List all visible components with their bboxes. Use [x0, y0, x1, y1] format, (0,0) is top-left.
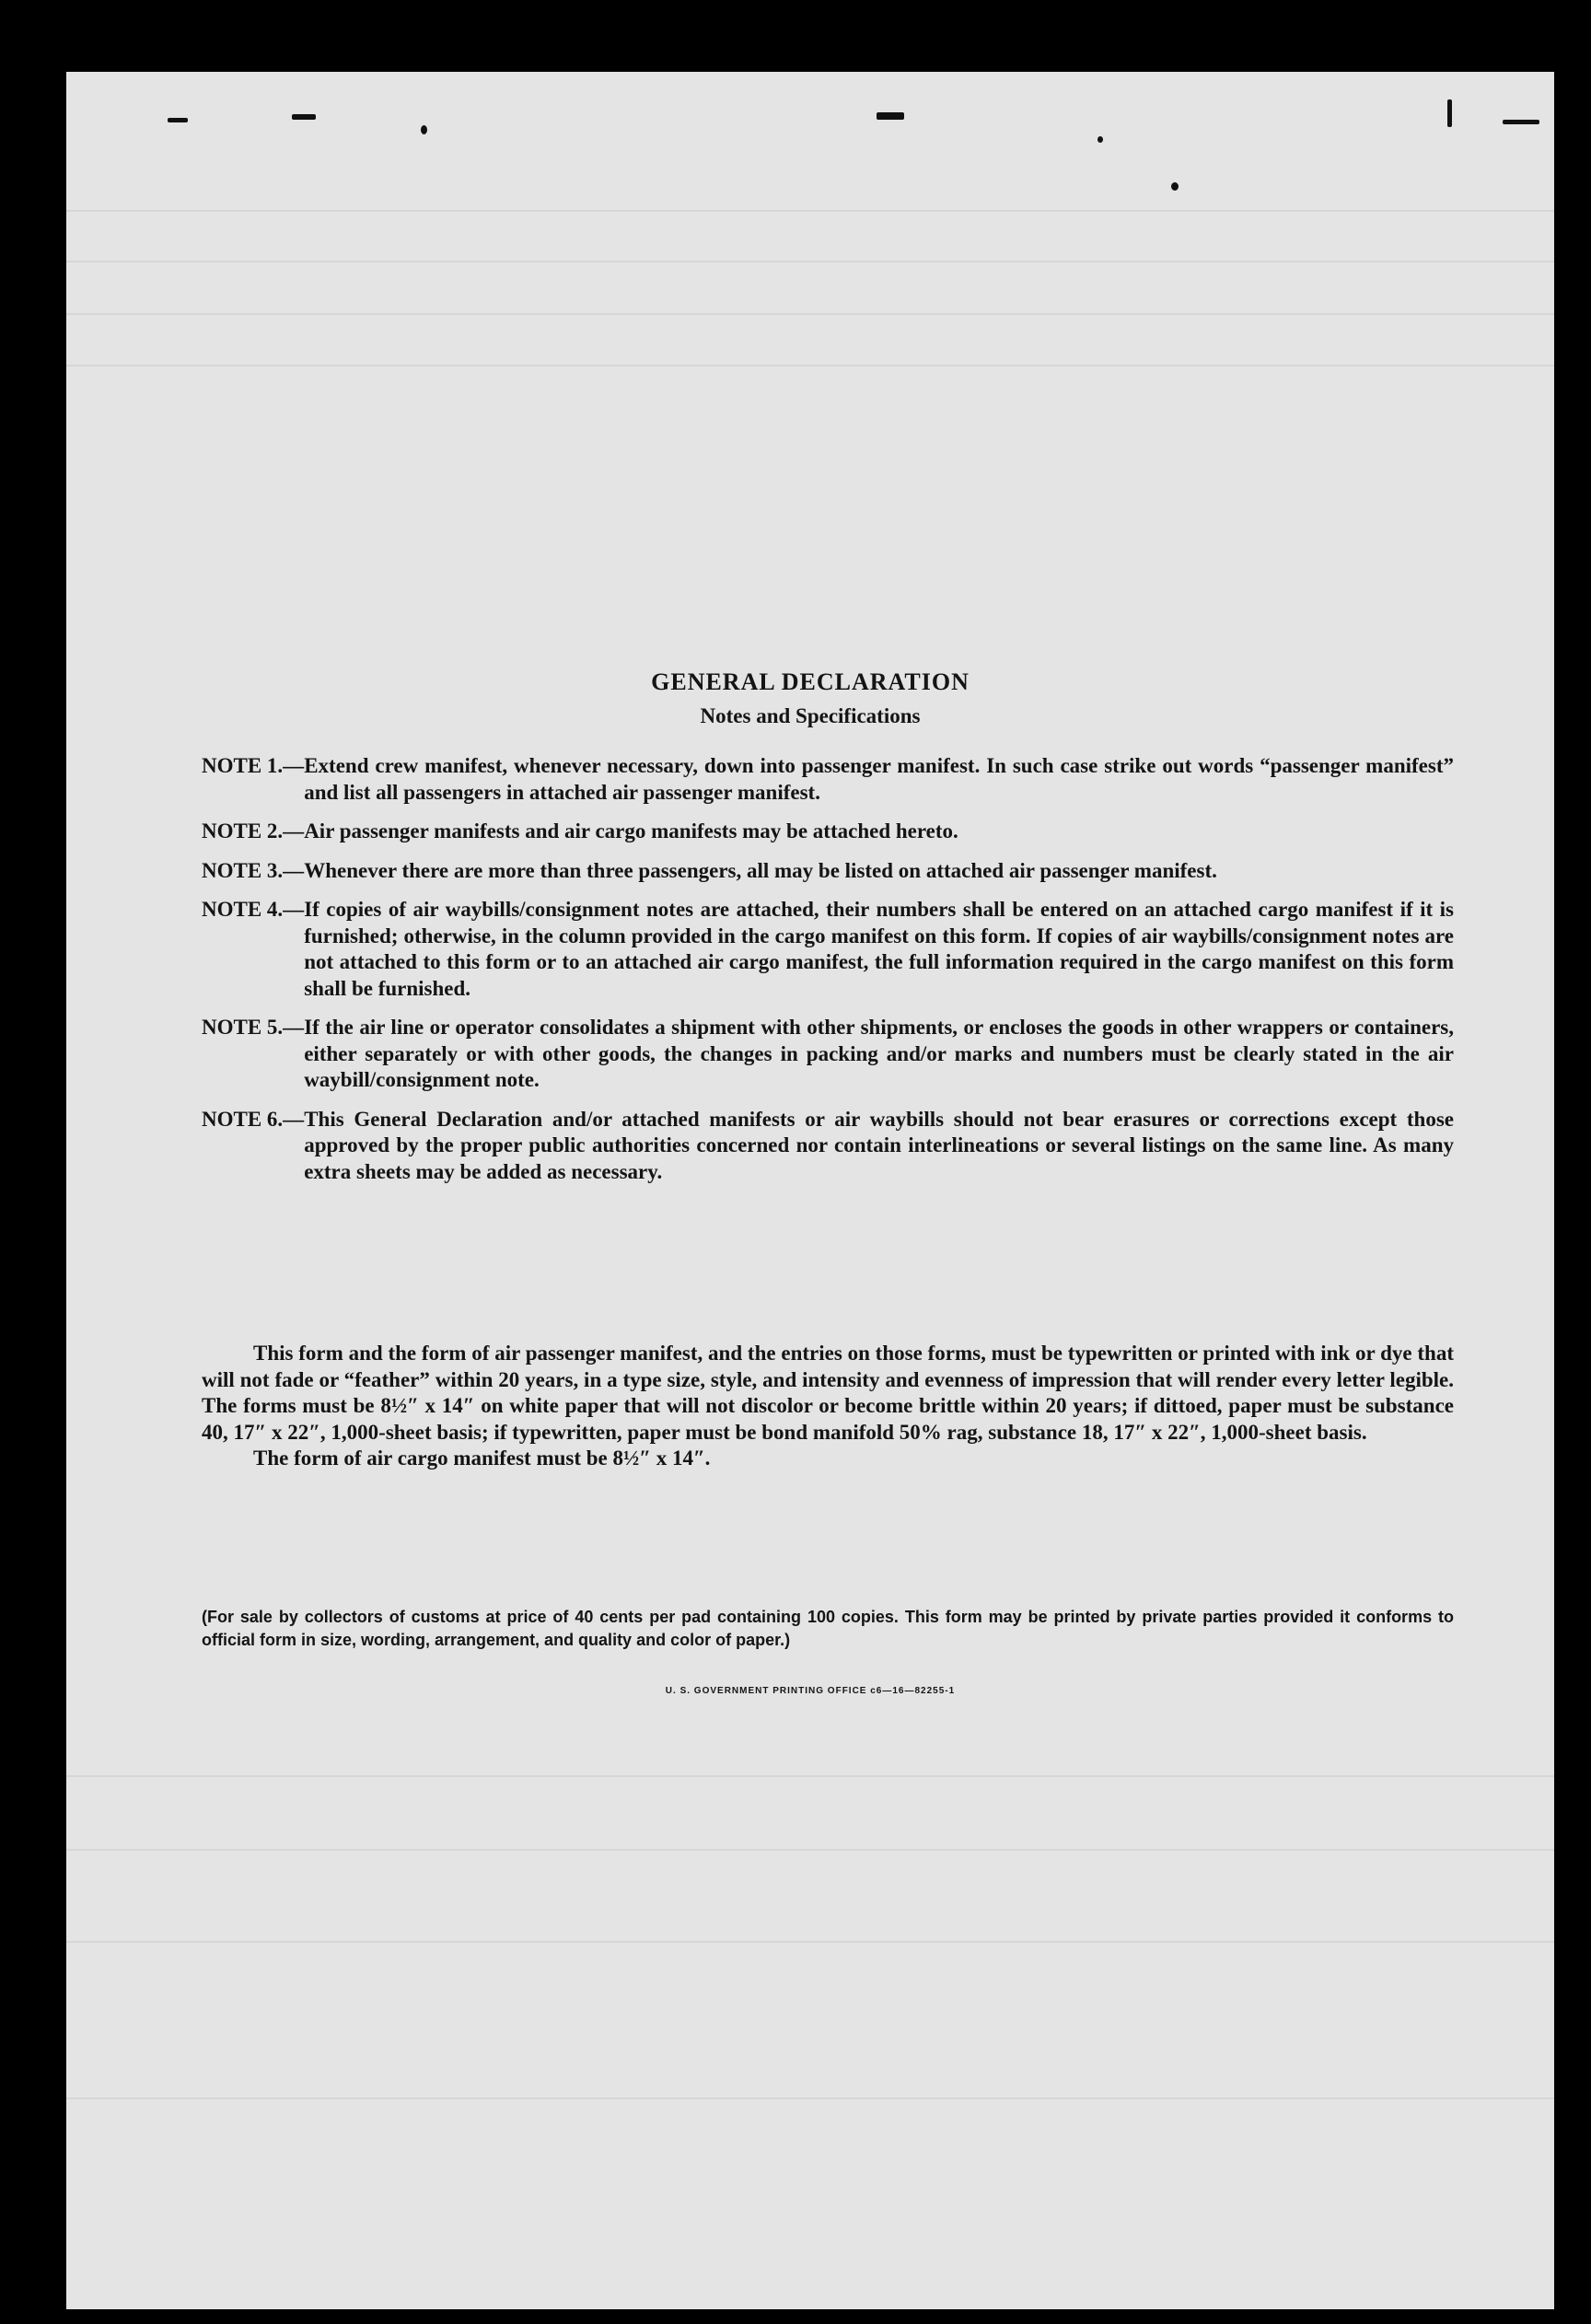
form-requirements-text: This form and the form of air passenger manifest, and the entries on those forms, must be typewritten or printed with ink or dye that will not fade or “feather” within 20 years, in a type size, style, and intensity and evenness of impression that will render every letter legible. The forms must be 8½″ x 14″ on white paper that will not discolor or become brittle within 20 years; if dittoed, paper must be substance 40, 17″ x 22″, 1,000-sheet basis; if typewritten, paper must be bond manifold 50% rag, substance 18, 17″ x 22″, 1,000-sheet basis.	[202, 1342, 1454, 1444]
note-label: NOTE 5.—	[202, 1016, 305, 1039]
cargo-manifest-size-text: The form of air cargo manifest must be 8½″ x 14″.	[253, 1447, 711, 1470]
note-label: NOTE 3.—	[202, 858, 305, 882]
note-item	[202, 1015, 1454, 1094]
document-page	[66, 72, 1554, 2309]
note-item	[202, 1107, 1454, 1186]
note-label: NOTE 4.—	[202, 898, 305, 921]
note-text: If the air line or operator consolidates a shipment with other shipments, or encloses the goods in other wrappers or containers, either separately or with other goods, the changes in packing and/or marks and numbers must be clearly stated in the air waybill/consignment note.	[304, 1016, 1454, 1091]
note-label: NOTE 1.—	[202, 754, 305, 777]
document-subtitle: Notes and Specifications	[700, 704, 921, 727]
note-item	[202, 753, 1454, 806]
note-text: If copies of air waybills/consignment notes are attached, their numbers shall be entered on an attached cargo manifest if it is furnished; otherwise, in the column provided in the cargo manifest on this form. If copies of air waybills/consignment notes are not attached to this form or to an attached air cargo manifest, the full information required in the cargo manifest on this form shall be furnished.	[304, 898, 1454, 1000]
document-title: GENERAL DECLARATION	[651, 668, 970, 695]
sale-footnote: (For sale by collectors of customs at price of 40 cents per pad containing 100 copies. This form may be printed by private parties provided it conforms to official form in size, wording, arrangement, and quality and color of paper.)	[202, 1608, 1454, 1649]
note-text: This General Declaration and/or attached manifests or air waybills should not bear erasures or corrections except those approved by the proper public authorities concerned nor contain interlineations or several listings on the same line. As many extra sheets may be added as necessary.	[304, 1107, 1454, 1183]
printer-imprint: U. S. GOVERNMENT PRINTING OFFICE c6—16—82255-1	[665, 1686, 956, 1696]
note-item	[202, 819, 1454, 845]
note-label: NOTE 6.—	[202, 1107, 305, 1131]
note-label: NOTE 2.—	[202, 819, 305, 842]
note-text: Air passenger manifests and air cargo manifests may be attached hereto.	[304, 819, 958, 842]
note-item	[202, 858, 1454, 885]
note-text: Extend crew manifest, whenever necessary, down into passenger manifest. In such case strike out words “passenger manifest” and list all passengers in attached air passenger manifest.	[304, 754, 1454, 804]
form-requirements-paragraph	[202, 1341, 1454, 1472]
notes-list	[202, 753, 1454, 1198]
note-item	[202, 897, 1454, 1002]
note-text: Whenever there are more than three passengers, all may be listed on attached air passenger manifest.	[304, 858, 1217, 882]
